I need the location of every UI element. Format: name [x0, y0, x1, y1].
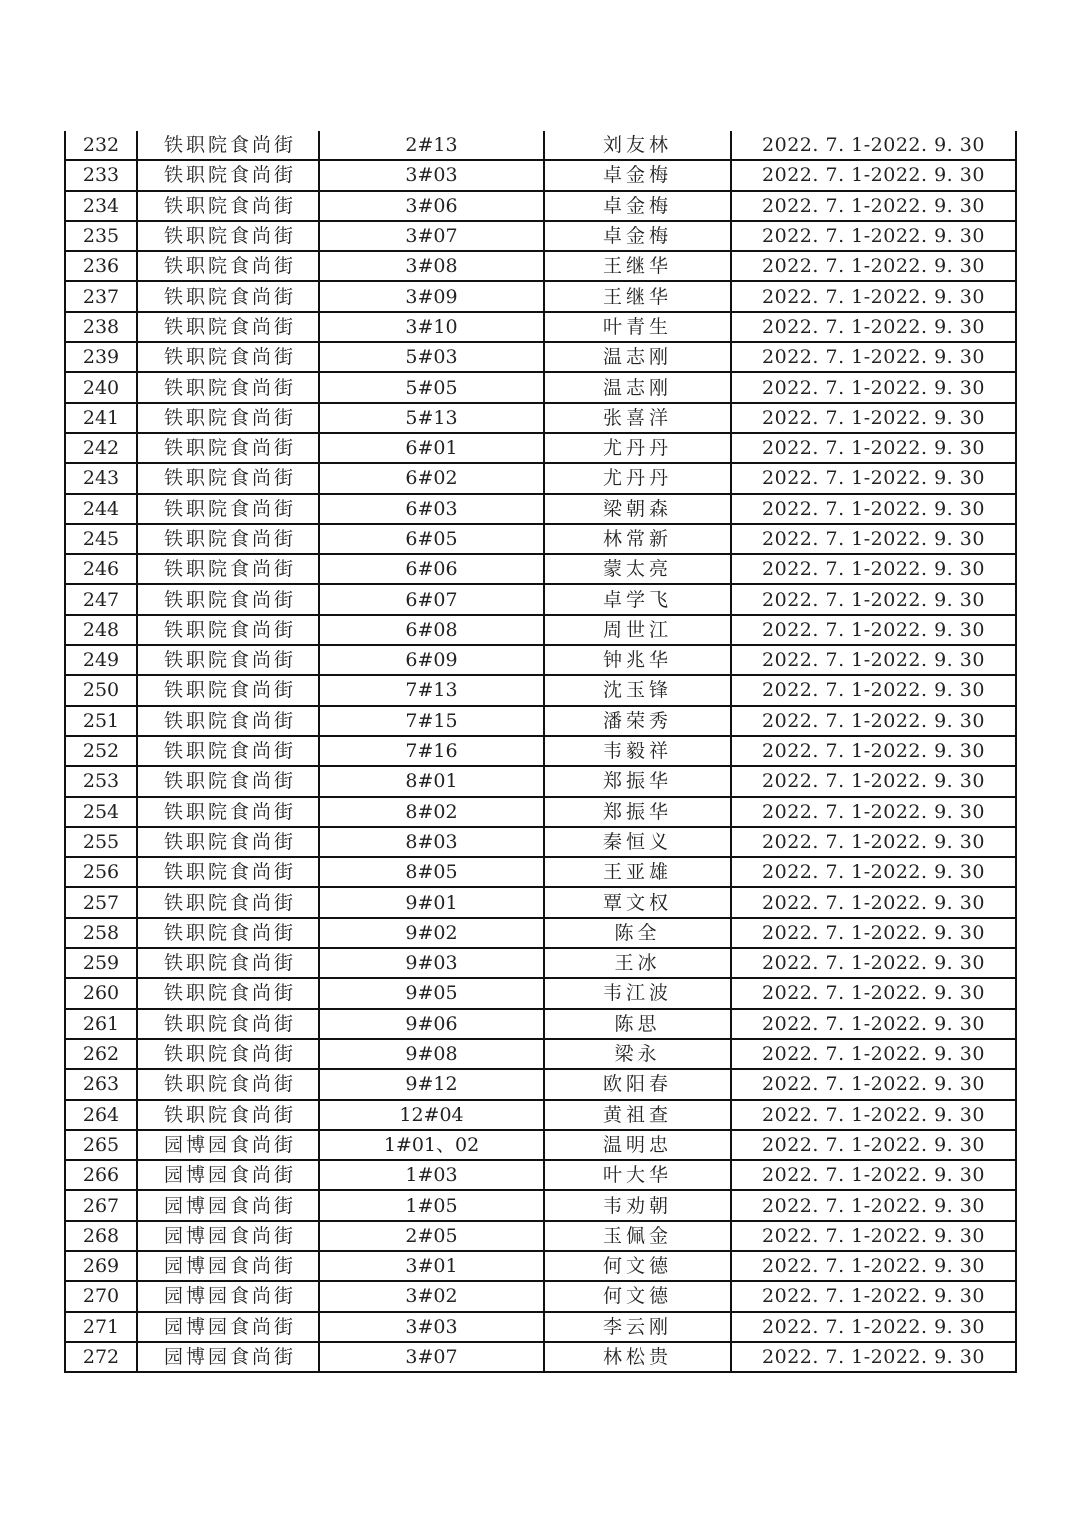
period-cell: 2022. 7. 1-2022. 9. 30 [731, 1190, 1016, 1220]
unit-cell: 铁职院食尚街 [137, 312, 319, 342]
period-cell: 2022. 7. 1-2022. 9. 30 [731, 1251, 1016, 1281]
row-number-cell: 242 [65, 433, 137, 463]
tenant-name-cell: 蒙太亮 [544, 554, 731, 584]
booth-number-cell: 5#05 [319, 372, 544, 402]
row-number-cell: 246 [65, 554, 137, 584]
unit-cell: 铁职院食尚街 [137, 463, 319, 493]
unit-cell: 铁职院食尚街 [137, 857, 319, 887]
row-number-cell: 266 [65, 1160, 137, 1190]
row-number-cell: 236 [65, 251, 137, 281]
booth-number-cell: 6#03 [319, 494, 544, 524]
table-row [65, 675, 1016, 705]
row-number-cell: 240 [65, 372, 137, 402]
booth-number-cell: 9#02 [319, 918, 544, 948]
tenant-name-cell: 梁朝森 [544, 494, 731, 524]
tenant-name-cell: 钟兆华 [544, 645, 731, 675]
unit-cell: 园博园食尚街 [137, 1160, 319, 1190]
tenant-name-cell: 温志刚 [544, 372, 731, 402]
table-row [65, 948, 1016, 978]
unit-cell: 园博园食尚街 [137, 1251, 319, 1281]
unit-cell: 园博园食尚街 [137, 1312, 319, 1342]
period-cell: 2022. 7. 1-2022. 9. 30 [731, 615, 1016, 645]
booth-number-cell: 1#05 [319, 1190, 544, 1220]
booth-number-cell: 6#05 [319, 524, 544, 554]
period-cell: 2022. 7. 1-2022. 9. 30 [731, 797, 1016, 827]
unit-cell: 铁职院食尚街 [137, 918, 319, 948]
row-number-cell: 234 [65, 191, 137, 221]
unit-cell: 铁职院食尚街 [137, 524, 319, 554]
row-number-cell: 272 [65, 1342, 137, 1372]
row-number-cell: 269 [65, 1251, 137, 1281]
table-row [65, 766, 1016, 796]
row-number-cell: 270 [65, 1281, 137, 1311]
row-number-cell: 257 [65, 887, 137, 917]
table-row [65, 1281, 1016, 1311]
row-number-cell: 248 [65, 615, 137, 645]
tenant-name-cell: 温明忠 [544, 1130, 731, 1160]
unit-cell: 铁职院食尚街 [137, 433, 319, 463]
tenant-name-cell: 尤丹丹 [544, 463, 731, 493]
table-row [65, 1251, 1016, 1281]
tenant-name-cell: 潘荣秀 [544, 706, 731, 736]
booth-number-cell: 6#02 [319, 463, 544, 493]
row-number-cell: 252 [65, 736, 137, 766]
booth-number-cell: 12#04 [319, 1100, 544, 1130]
unit-cell: 铁职院食尚街 [137, 1100, 319, 1130]
unit-cell: 园博园食尚街 [137, 1130, 319, 1160]
booth-number-cell: 5#03 [319, 342, 544, 372]
unit-cell: 铁职院食尚街 [137, 281, 319, 311]
period-cell: 2022. 7. 1-2022. 9. 30 [731, 1069, 1016, 1099]
table-row [65, 978, 1016, 1008]
booth-number-cell: 1#01、02 [319, 1130, 544, 1160]
period-cell: 2022. 7. 1-2022. 9. 30 [731, 1312, 1016, 1342]
row-number-cell: 267 [65, 1190, 137, 1220]
unit-cell: 铁职院食尚街 [137, 827, 319, 857]
booth-number-cell: 3#01 [319, 1251, 544, 1281]
period-cell: 2022. 7. 1-2022. 9. 30 [731, 433, 1016, 463]
booth-number-cell: 8#03 [319, 827, 544, 857]
row-number-cell: 259 [65, 948, 137, 978]
table-row [65, 1100, 1016, 1130]
booth-number-cell: 9#08 [319, 1039, 544, 1069]
table-body [65, 131, 1016, 1372]
tenant-name-cell: 卓金梅 [544, 160, 731, 190]
unit-cell: 铁职院食尚街 [137, 675, 319, 705]
table-row [65, 524, 1016, 554]
period-cell: 2022. 7. 1-2022. 9. 30 [731, 372, 1016, 402]
row-number-cell: 271 [65, 1312, 137, 1342]
table-row [65, 827, 1016, 857]
unit-cell: 铁职院食尚街 [137, 706, 319, 736]
tenant-name-cell: 何文德 [544, 1251, 731, 1281]
tenant-name-cell: 郑振华 [544, 766, 731, 796]
booth-number-cell: 2#05 [319, 1221, 544, 1251]
unit-cell: 铁职院食尚街 [137, 948, 319, 978]
row-number-cell: 238 [65, 312, 137, 342]
booth-number-cell: 8#01 [319, 766, 544, 796]
row-number-cell: 237 [65, 281, 137, 311]
table-row [65, 706, 1016, 736]
booth-number-cell: 9#06 [319, 1009, 544, 1039]
table-row [65, 281, 1016, 311]
unit-cell: 铁职院食尚街 [137, 797, 319, 827]
tenant-name-cell: 覃文权 [544, 887, 731, 917]
period-cell: 2022. 7. 1-2022. 9. 30 [731, 131, 1016, 160]
period-cell: 2022. 7. 1-2022. 9. 30 [731, 706, 1016, 736]
tenant-name-cell: 玉佩金 [544, 1221, 731, 1251]
table-row [65, 312, 1016, 342]
table-row [65, 736, 1016, 766]
table-row [65, 1312, 1016, 1342]
period-cell: 2022. 7. 1-2022. 9. 30 [731, 827, 1016, 857]
table-row [65, 221, 1016, 251]
unit-cell: 园博园食尚街 [137, 1190, 319, 1220]
booth-number-cell: 3#07 [319, 1342, 544, 1372]
booth-number-cell: 3#09 [319, 281, 544, 311]
row-number-cell: 265 [65, 1130, 137, 1160]
booth-number-cell: 5#13 [319, 403, 544, 433]
period-cell: 2022. 7. 1-2022. 9. 30 [731, 736, 1016, 766]
booth-number-cell: 6#07 [319, 584, 544, 614]
tenant-name-cell: 温志刚 [544, 342, 731, 372]
table-row [65, 1221, 1016, 1251]
unit-cell: 铁职院食尚街 [137, 251, 319, 281]
booth-table [64, 131, 1017, 1373]
unit-cell: 铁职院食尚街 [137, 978, 319, 1008]
row-number-cell: 232 [65, 131, 137, 160]
row-number-cell: 249 [65, 645, 137, 675]
tenant-name-cell: 刘友林 [544, 131, 731, 160]
unit-cell: 铁职院食尚街 [137, 887, 319, 917]
period-cell: 2022. 7. 1-2022. 9. 30 [731, 251, 1016, 281]
period-cell: 2022. 7. 1-2022. 9. 30 [731, 1342, 1016, 1372]
booth-number-cell: 3#07 [319, 221, 544, 251]
booth-number-cell: 9#01 [319, 887, 544, 917]
period-cell: 2022. 7. 1-2022. 9. 30 [731, 675, 1016, 705]
period-cell: 2022. 7. 1-2022. 9. 30 [731, 1221, 1016, 1251]
period-cell: 2022. 7. 1-2022. 9. 30 [731, 494, 1016, 524]
row-number-cell: 233 [65, 160, 137, 190]
table-row [65, 584, 1016, 614]
tenant-name-cell: 林松贵 [544, 1342, 731, 1372]
table-row [65, 433, 1016, 463]
table-row [65, 615, 1016, 645]
row-number-cell: 239 [65, 342, 137, 372]
unit-cell: 园博园食尚街 [137, 1221, 319, 1251]
tenant-name-cell: 韦劝朝 [544, 1190, 731, 1220]
unit-cell: 铁职院食尚街 [137, 615, 319, 645]
tenant-name-cell: 林常新 [544, 524, 731, 554]
tenant-name-cell: 韦江波 [544, 978, 731, 1008]
table-row [65, 251, 1016, 281]
booth-number-cell: 7#13 [319, 675, 544, 705]
period-cell: 2022. 7. 1-2022. 9. 30 [731, 524, 1016, 554]
unit-cell: 铁职院食尚街 [137, 645, 319, 675]
tenant-name-cell: 王亚雄 [544, 857, 731, 887]
booth-number-cell: 9#12 [319, 1069, 544, 1099]
row-number-cell: 268 [65, 1221, 137, 1251]
table-row [65, 857, 1016, 887]
row-number-cell: 235 [65, 221, 137, 251]
row-number-cell: 264 [65, 1100, 137, 1130]
booth-number-cell: 6#06 [319, 554, 544, 584]
period-cell: 2022. 7. 1-2022. 9. 30 [731, 312, 1016, 342]
period-cell: 2022. 7. 1-2022. 9. 30 [731, 857, 1016, 887]
table-row [65, 191, 1016, 221]
table-row [65, 494, 1016, 524]
period-cell: 2022. 7. 1-2022. 9. 30 [731, 1281, 1016, 1311]
booth-number-cell: 3#06 [319, 191, 544, 221]
booth-number-cell: 7#16 [319, 736, 544, 766]
period-cell: 2022. 7. 1-2022. 9. 30 [731, 281, 1016, 311]
table-row [65, 1160, 1016, 1190]
booth-number-cell: 6#01 [319, 433, 544, 463]
booth-number-cell: 3#08 [319, 251, 544, 281]
booth-number-cell: 3#10 [319, 312, 544, 342]
period-cell: 2022. 7. 1-2022. 9. 30 [731, 645, 1016, 675]
tenant-name-cell: 卓学飞 [544, 584, 731, 614]
table-row [65, 403, 1016, 433]
row-number-cell: 260 [65, 978, 137, 1008]
period-cell: 2022. 7. 1-2022. 9. 30 [731, 978, 1016, 1008]
tenant-name-cell: 欧阳春 [544, 1069, 731, 1099]
table-row [65, 918, 1016, 948]
row-number-cell: 241 [65, 403, 137, 433]
unit-cell: 铁职院食尚街 [137, 131, 319, 160]
tenant-name-cell: 陈全 [544, 918, 731, 948]
booth-number-cell: 6#08 [319, 615, 544, 645]
booth-number-cell: 3#02 [319, 1281, 544, 1311]
tenant-name-cell: 韦毅祥 [544, 736, 731, 766]
period-cell: 2022. 7. 1-2022. 9. 30 [731, 191, 1016, 221]
table-row [65, 1190, 1016, 1220]
period-cell: 2022. 7. 1-2022. 9. 30 [731, 160, 1016, 190]
row-number-cell: 254 [65, 797, 137, 827]
period-cell: 2022. 7. 1-2022. 9. 30 [731, 463, 1016, 493]
period-cell: 2022. 7. 1-2022. 9. 30 [731, 948, 1016, 978]
booth-number-cell: 1#03 [319, 1160, 544, 1190]
table-row [65, 1069, 1016, 1099]
period-cell: 2022. 7. 1-2022. 9. 30 [731, 918, 1016, 948]
row-number-cell: 243 [65, 463, 137, 493]
row-number-cell: 256 [65, 857, 137, 887]
tenant-name-cell: 郑振华 [544, 797, 731, 827]
row-number-cell: 253 [65, 766, 137, 796]
tenant-name-cell: 黄祖查 [544, 1100, 731, 1130]
row-number-cell: 258 [65, 918, 137, 948]
booth-number-cell: 8#02 [319, 797, 544, 827]
period-cell: 2022. 7. 1-2022. 9. 30 [731, 1039, 1016, 1069]
unit-cell: 铁职院食尚街 [137, 372, 319, 402]
booth-number-cell: 8#05 [319, 857, 544, 887]
booth-number-cell: 3#03 [319, 160, 544, 190]
unit-cell: 铁职院食尚街 [137, 584, 319, 614]
period-cell: 2022. 7. 1-2022. 9. 30 [731, 554, 1016, 584]
unit-cell: 铁职院食尚街 [137, 191, 319, 221]
row-number-cell: 245 [65, 524, 137, 554]
booth-number-cell: 6#09 [319, 645, 544, 675]
period-cell: 2022. 7. 1-2022. 9. 30 [731, 342, 1016, 372]
tenant-name-cell: 王继华 [544, 281, 731, 311]
tenant-name-cell: 梁永 [544, 1039, 731, 1069]
table-row [65, 1130, 1016, 1160]
booth-number-cell: 2#13 [319, 131, 544, 160]
tenant-name-cell: 王继华 [544, 251, 731, 281]
period-cell: 2022. 7. 1-2022. 9. 30 [731, 1130, 1016, 1160]
unit-cell: 铁职院食尚街 [137, 554, 319, 584]
unit-cell: 铁职院食尚街 [137, 403, 319, 433]
unit-cell: 铁职院食尚街 [137, 342, 319, 372]
table-row [65, 887, 1016, 917]
booth-number-cell: 7#15 [319, 706, 544, 736]
table-row [65, 342, 1016, 372]
row-number-cell: 251 [65, 706, 137, 736]
tenant-name-cell: 叶大华 [544, 1160, 731, 1190]
tenant-name-cell: 尤丹丹 [544, 433, 731, 463]
unit-cell: 园博园食尚街 [137, 1342, 319, 1372]
row-number-cell: 247 [65, 584, 137, 614]
row-number-cell: 250 [65, 675, 137, 705]
tenant-name-cell: 叶青生 [544, 312, 731, 342]
table-row [65, 160, 1016, 190]
tenant-name-cell: 陈思 [544, 1009, 731, 1039]
tenant-name-cell: 何文德 [544, 1281, 731, 1311]
tenant-name-cell: 卓金梅 [544, 191, 731, 221]
row-number-cell: 262 [65, 1039, 137, 1069]
table-row [65, 1009, 1016, 1039]
booth-number-cell: 3#03 [319, 1312, 544, 1342]
unit-cell: 铁职院食尚街 [137, 1039, 319, 1069]
unit-cell: 园博园食尚街 [137, 1281, 319, 1311]
row-number-cell: 244 [65, 494, 137, 524]
table-row [65, 131, 1016, 160]
tenant-name-cell: 王冰 [544, 948, 731, 978]
unit-cell: 铁职院食尚街 [137, 221, 319, 251]
unit-cell: 铁职院食尚街 [137, 1009, 319, 1039]
period-cell: 2022. 7. 1-2022. 9. 30 [731, 766, 1016, 796]
period-cell: 2022. 7. 1-2022. 9. 30 [731, 887, 1016, 917]
period-cell: 2022. 7. 1-2022. 9. 30 [731, 1160, 1016, 1190]
row-number-cell: 255 [65, 827, 137, 857]
tenant-name-cell: 秦恒义 [544, 827, 731, 857]
table-row [65, 1342, 1016, 1372]
period-cell: 2022. 7. 1-2022. 9. 30 [731, 1009, 1016, 1039]
period-cell: 2022. 7. 1-2022. 9. 30 [731, 221, 1016, 251]
tenant-name-cell: 李云刚 [544, 1312, 731, 1342]
table-row [65, 554, 1016, 584]
table-row [65, 797, 1016, 827]
unit-cell: 铁职院食尚街 [137, 1069, 319, 1099]
booth-number-cell: 9#03 [319, 948, 544, 978]
booth-number-cell: 9#05 [319, 978, 544, 1008]
row-number-cell: 263 [65, 1069, 137, 1099]
table-row [65, 645, 1016, 675]
unit-cell: 铁职院食尚街 [137, 766, 319, 796]
tenant-name-cell: 沈玉锋 [544, 675, 731, 705]
tenant-name-cell: 周世江 [544, 615, 731, 645]
row-number-cell: 261 [65, 1009, 137, 1039]
period-cell: 2022. 7. 1-2022. 9. 30 [731, 1100, 1016, 1130]
table-row [65, 463, 1016, 493]
tenant-name-cell: 卓金梅 [544, 221, 731, 251]
unit-cell: 铁职院食尚街 [137, 160, 319, 190]
tenant-name-cell: 张喜洋 [544, 403, 731, 433]
period-cell: 2022. 7. 1-2022. 9. 30 [731, 584, 1016, 614]
unit-cell: 铁职院食尚街 [137, 736, 319, 766]
table-row [65, 1039, 1016, 1069]
unit-cell: 铁职院食尚街 [137, 494, 319, 524]
table-row [65, 372, 1016, 402]
period-cell: 2022. 7. 1-2022. 9. 30 [731, 403, 1016, 433]
